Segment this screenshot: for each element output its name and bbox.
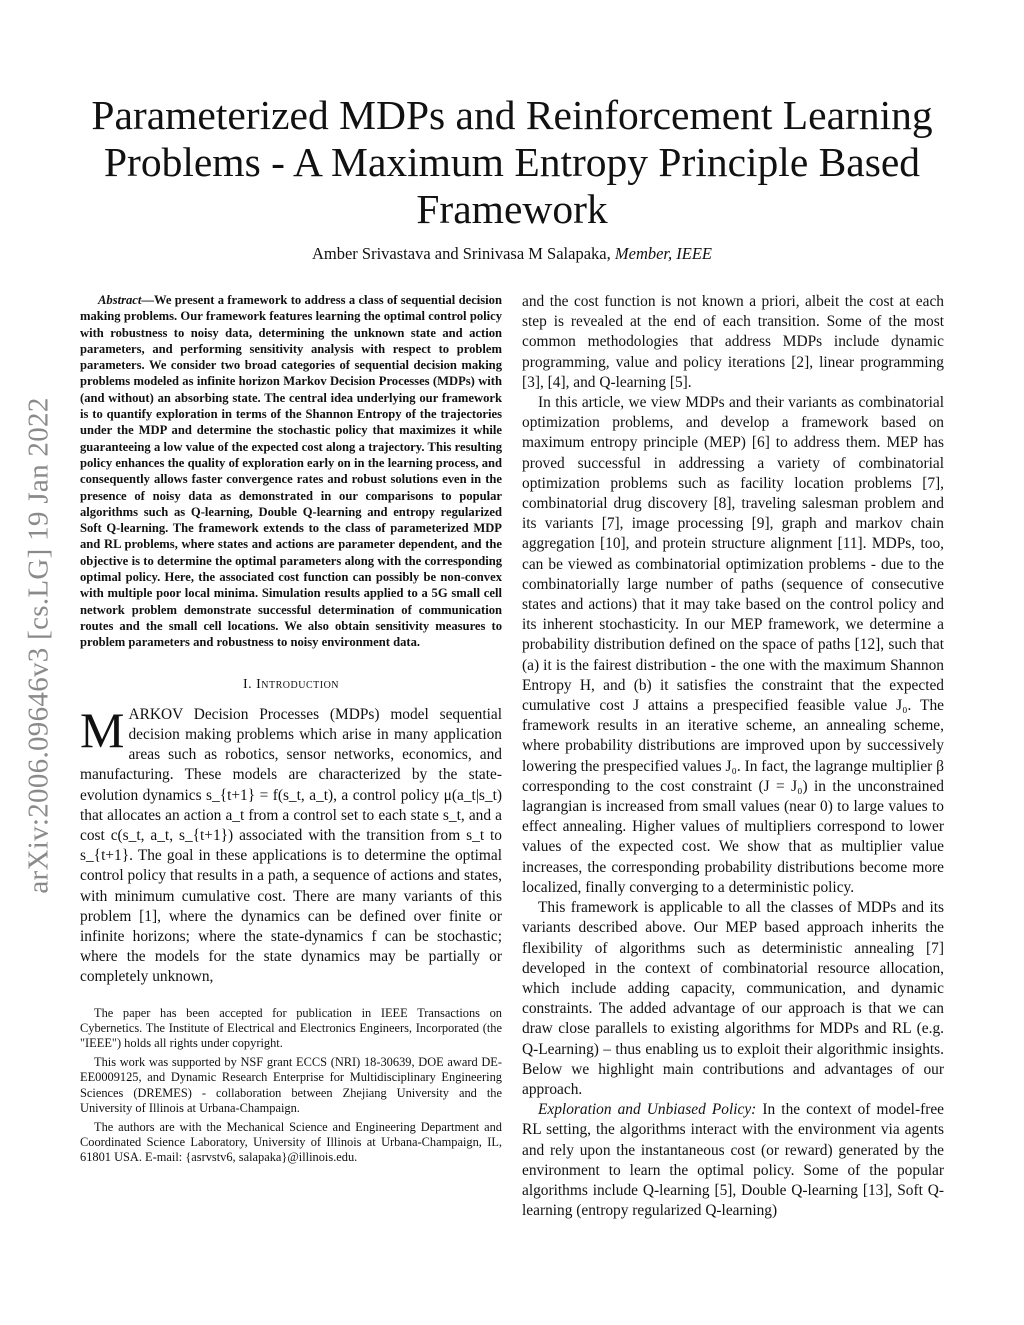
author-membership: Member, IEEE — [614, 244, 713, 263]
footnote-funding: This work was supported by NSF grant ECCS (NRI) 18-30639, DOE award DE-EE0009125, and Dynamic Research Enterprise for Multidisciplinary Engineering Sciences (DREMES) - collaboration between Zhejiang University and the University of Illinois at Urbana-Champaign. — [80, 1055, 502, 1115]
arxiv-identifier — [16, 345, 62, 945]
section-title: Introduction — [256, 676, 340, 692]
intro-paragraph-4 — [522, 1100, 944, 1221]
intro-paragraph-4-text: In the context of model-free RL setting, the algorithms interact with the environment via agents and rely upon the instantaneous cost (or reward) generated by the environment to learn the optimal policy. Some of the popular algorithms include Q-learning [5], Double Q-learning [13], Soft Q-learning (entropy regularized Q-learning) — [522, 1101, 944, 1220]
drop-cap: M — [80, 701, 125, 758]
author-names: Amber Srivastava and Srinivasa M Salapaka, — [311, 244, 611, 263]
intro-paragraph-3: This framework is applicable to all the classes of MDPs and its variants described above. Our MEP based approach inherits the flexibility of algorithms such as deterministic annealing [7] developed in the context of combinatorial resource allocation, which include adding capacity, communication, and dynamic constraints. The added advantage of our approach is that we can draw close parallels to existing algorithms for MDPs and RL (e.g. Q-Learning) – thus enabling us to exploit their algorithmic insights. Below we highlight main contributions and advantages of our approach. — [522, 899, 944, 1098]
intro-paragraph-1 — [80, 701, 502, 988]
intro-paragraph-continued: and the cost function is not known a priori, albeit the cost at each step is revealed at the end of each transition. Some of the most common methodologies that address MDPs include dynamic programming, value and policy iterations [2], linear programming [3], [4], and Q-learning [5]. — [522, 293, 944, 391]
section-number: I. — [242, 676, 253, 692]
abstract-body: —We present a framework to address a class of sequential decision making problems. Our framework features learning the optimal control policy with robustness to noisy data, determining the unknown state and action parameters, and performing sensitivity analysis with respect to problem parameters. We consider two broad categories of sequential decision making problems modeled as infinite horizon Markov Decision Processes (MDPs) with (and without) an absorbing state. The central idea underlying our framework is to quantify exploration in terms of the Shannon Entropy of the trajectories under the MDP and determine the stochastic policy that maximizes it while guaranteeing a low value of the expected cost along a trajectory. This resulting policy enhances the quality of exploration early on in the learning process, and consequently allows faster convergence rates and robust solutions even in the presence of noisy data as demonstrated in our comparisons to popular algorithms such as Q-learning, Double Q-learning and entropy regularized Soft Q-learning. The framework extends to the class of parameterized MDP and RL problems, where states and actions are parameter dependent, and the objective is to determine the optimal parameters along with the corresponding optimal policy. Here, the associated cost function can possibly be non-convex with multiple poor local minima. Simulation results applied to a 5G small cell network problem demonstrate successful determination of communication routes and the small cell locations. We also obtain sensitivity measures to problem parameters and robustness to noisy environment data. — [80, 293, 502, 650]
arxiv-identifier-text: arXiv:2006.09646v3 [cs.LG] 19 Jan 2022 — [22, 396, 55, 894]
footnote-affiliation: The authors are with the Mechanical Science and Engineering Department and Coordinated Science Laboratory, University of Illinois at Urbana-Champaign, IL, 61801 USA. E-mail: {asrvstv6, salapaka}@illinois.edu. — [80, 1120, 502, 1165]
left-column — [80, 292, 502, 1170]
right-column — [522, 292, 944, 1221]
author-line — [80, 244, 944, 264]
footnote-publication: The paper has been accepted for publication in IEEE Transactions on Cybernetics. The Institute of Electrical and Electronics Engineers, Incorporated (the "IEEE") holds all rights under copyright. — [80, 1005, 502, 1050]
abstract — [80, 292, 502, 651]
abstract-label: Abstract — [98, 293, 142, 307]
footnotes — [80, 1006, 502, 1166]
intro-paragraph-2: In this article, we view MDPs and their variants as combinatorial optimization problems, and develop a framework based on maximum entropy principle (MEP) [6] to address them. MEP has proved successful in addressing a variety of combinatorial optimization problems such as facility location problems [7], combinatorial drug discovery [8], traveling salesman problem and its variants [7], image processing [9], graph and markov chain aggregation [10], and protein structure alignment [11]. MDPs, too, can be viewed as combinatorial optimization problems - due to the combinatorially large number of paths (sequence of consecutive states and actions) that it may take based on the control policy and its inherent stochasticity. In our MEP framework, we determine a probability distribution defined on the space of paths [12], such that (a) it is the fairest distribution - the one with the maximum Shannon Entropy H, and (b) it satisfies the constraint that the expected cumulative cost J attains a prespecified feasible value J₀. The framework results in an iterative scheme, an annealing scheme, where probability distributions are improved upon by successively lowering the prespecified values J₀. In fact, the lagrange multiplier β corresponding to the cost constraint (J = J₀) in the unconstrained lagrangian is increased from small values (near 0) to large values to effect annealing. Higher values of multipliers correspond to lower values of the expected cost. We show that as multiplier value increases, the corresponding probability distributions become more localized, finally converging to a deterministic policy. — [522, 394, 944, 896]
section-heading — [80, 675, 502, 695]
exploration-heading: Exploration and Unbiased Policy: — [538, 1101, 757, 1119]
intro-paragraph-1-text: ARKOV Decision Processes (MDPs) model sequential decision making problems which arise in many application areas such as robotics, sensor networks, economics, and manufacturing. These models are characterized by the state-evolution dynamics s_{t+1} = f(s_t, a_t), a control policy μ(a_t|s_t) that allocates an action a_t from a control set to each state s_t, and a cost c(s_t, a_t, s_{t+1}) associated with the transition from s_t to s_{t+1}. The goal in these applications is to determine the optimal control policy that results in a path, a sequence of actions and states, with minimum cumulative cost. There are many variants of this problem [1], where the dynamics can be defined over finite or infinite horizons; where the state-dynamics f can be stochastic; where the models for the state dynamics may be partially or completely unknown, — [80, 705, 502, 986]
paper-title: Parameterized MDPs and Reinforcement Learning Problems - A Maximum Entropy Principle Based Framework — [91, 92, 933, 232]
